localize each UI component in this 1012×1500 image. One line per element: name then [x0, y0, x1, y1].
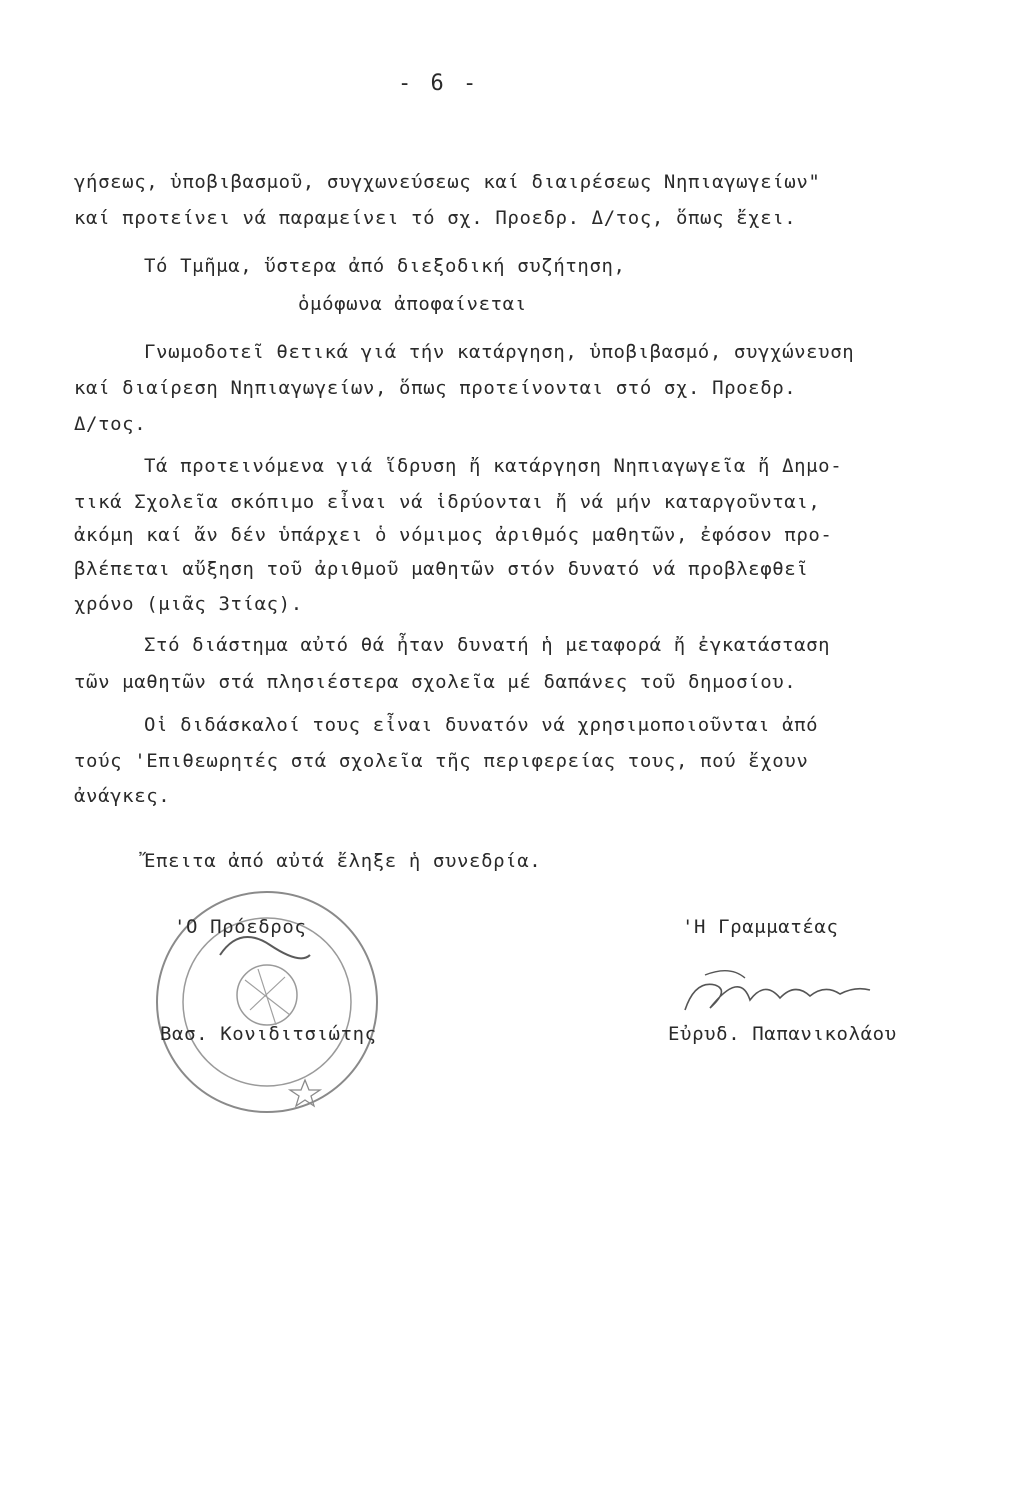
text-line: Στό διάστημα αὐτό θά ἦταν δυνατή ἡ μεταφορά ἤ ἐγκατάσταση: [144, 634, 831, 656]
handwritten-signature: [670, 960, 890, 1030]
president-title: 'Ο Πρόεδρος: [174, 916, 307, 938]
secretary-title: 'Η Γραμματέας: [682, 916, 839, 938]
text-line: τῶν μαθητῶν στά πλησιέστερα σχολεῖα μέ δαπάνες τοῦ δημοσίου.: [74, 671, 797, 693]
text-line: γήσεως, ὑποβιβασμοῦ, συγχωνεύσεως καί διαιρέσεως Νηπιαγωγείων": [74, 171, 821, 193]
text-line: Ἔπειτα ἀπό αὐτά ἔληξε ἡ συνεδρία.: [144, 850, 542, 872]
text-line: καί διαίρεση Νηπιαγωγείων, ὅπως προτείνονται στό σχ. Προεδρ.: [74, 377, 797, 399]
text-line: Οἱ διδάσκαλοί τους εἶναι δυνατόν νά χρησιμοποιοῦνται ἀπό: [144, 714, 819, 736]
text-line: Τά προτεινόμενα γιά ἵδρυση ἤ κατάργηση Νηπιαγωγεῖα ἤ Δημο-: [144, 455, 843, 477]
secretary-name: Εὐρυδ. Παπανικολάου: [668, 1023, 897, 1045]
text-line: Γνωμοδοτεῖ θετικά γιά τήν κατάργηση, ὑποβιβασμό, συγχώνευση: [144, 341, 855, 363]
text-line: ἀνάγκες.: [74, 785, 171, 807]
text-line: Τό Τμῆμα, ὕστερα ἀπό διεξοδική συζήτηση,: [144, 255, 626, 277]
text-line: καί προτείνει νά παραμείνει τό σχ. Προεδρ. Δ/τος, ὅπως ἔχει.: [74, 207, 797, 229]
text-line: τικά Σχολεῖα σκόπιμο εἶναι νά ἱδρύονται ἤ νά μήν καταργοῦνται,: [74, 491, 821, 513]
text-line: Δ/τος.: [74, 413, 147, 435]
text-line: βλέπεται αὔξηση τοῦ ἀριθμοῦ μαθητῶν στόν δυνατό νά προβλεφθεῖ: [74, 558, 809, 580]
page-number: - 6 -: [398, 71, 480, 96]
text-line: τούς 'Επιθεωρητές στά σχολεῖα τῆς περιφερείας τους, πού ἔχουν: [74, 750, 809, 772]
text-line: ἀκόμη καί ἄν δέν ὑπάρχει ὁ νόμιμος ἀριθμός μαθητῶν, ἐφόσον προ-: [74, 524, 833, 546]
president-name: Βασ. Κονιδιτσιώτης: [160, 1023, 377, 1045]
text-line: ὁμόφωνα ἀποφαίνεται: [298, 293, 527, 315]
text-line: χρόνο (μιᾶς 3τίας).: [74, 593, 303, 615]
